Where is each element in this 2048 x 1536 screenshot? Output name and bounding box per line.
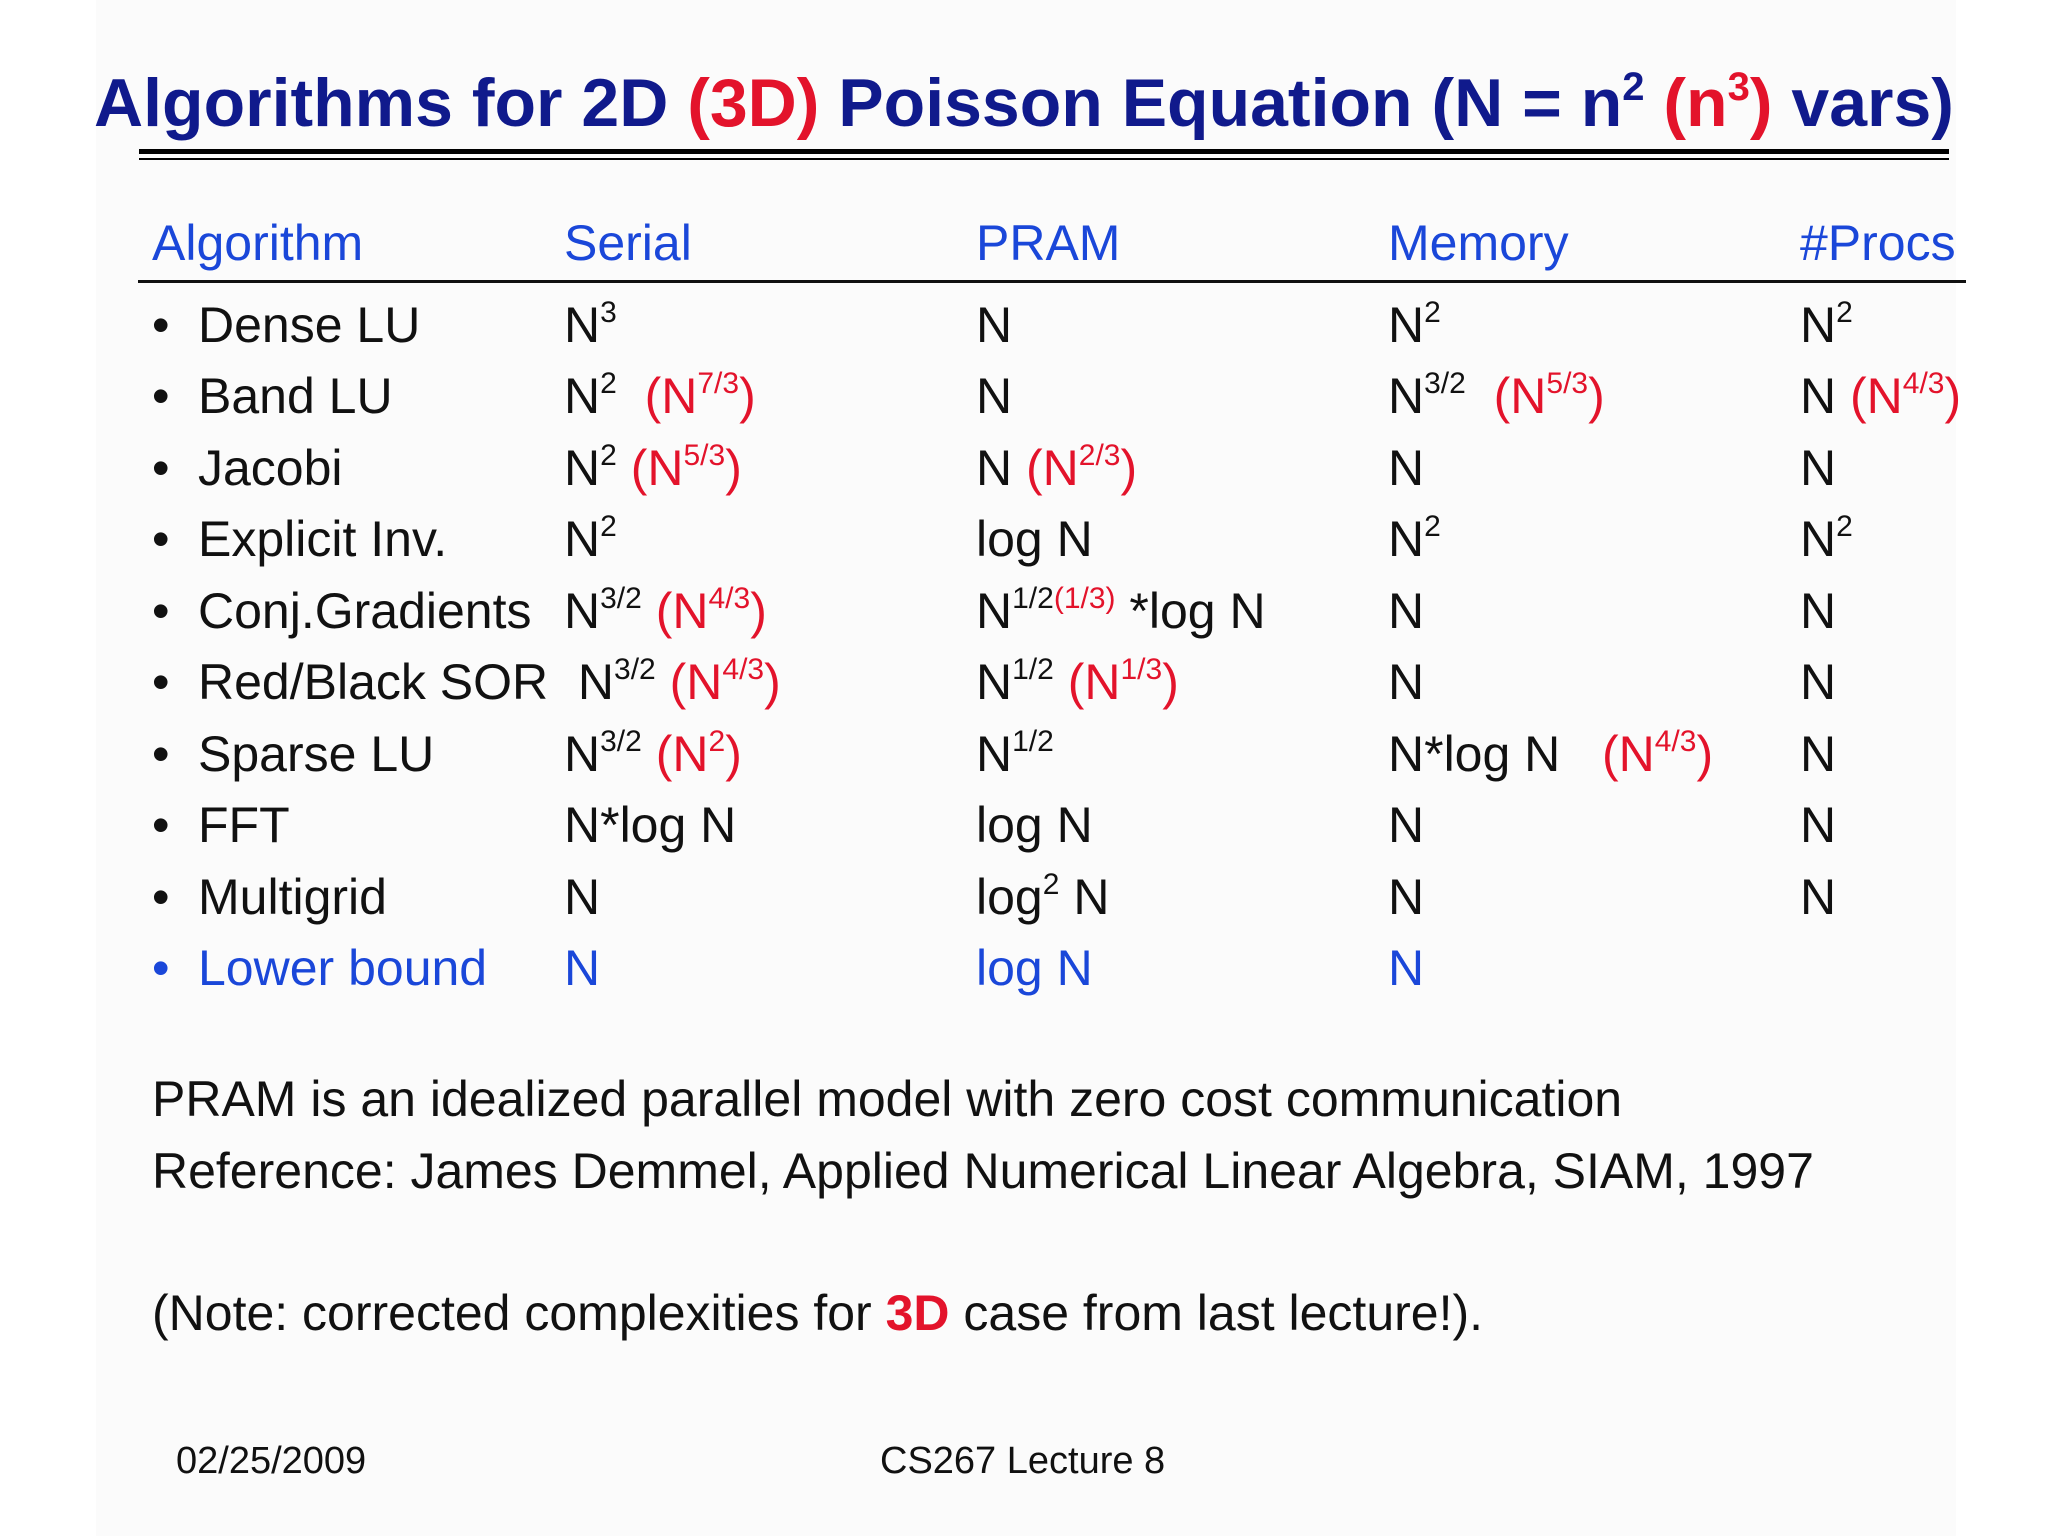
table-row bbox=[138, 361, 1966, 433]
algorithm-name: • Red/Black SOR bbox=[152, 654, 549, 711]
serial-cell: $N^{3/2}$ $(N^2)$ bbox=[564, 724, 742, 782]
serial-cell: $N^{3/2}$ $(N^{4/3})$ bbox=[577, 653, 781, 711]
pram-cell: log N bbox=[976, 940, 1093, 997]
procs-cell: N bbox=[1800, 582, 1837, 639]
memory-cell: $N^2$ bbox=[1388, 510, 1441, 568]
correction-note: (Note: corrected complexities for 3D case from last lecture!). bbox=[152, 1285, 1484, 1341]
procs-cell: N bbox=[1800, 654, 1837, 711]
memory-cell: N bbox=[1388, 439, 1425, 496]
header-algorithm: Algorithm bbox=[138, 212, 550, 282]
pram-cell: $N^{1/2}$ bbox=[976, 724, 1054, 782]
algorithm-name: • Explicit Inv. bbox=[152, 511, 448, 568]
lower-bound-row bbox=[138, 933, 1966, 1005]
table-header-row bbox=[138, 212, 1966, 282]
algorithm-name: • Multigrid bbox=[152, 868, 387, 925]
serial-cell: N*log N bbox=[564, 797, 737, 854]
procs-cell bbox=[1786, 933, 1966, 1005]
serial-cell: $N^2$ $(N^{5/3})$ bbox=[564, 438, 742, 496]
algorithm-name: • Band LU bbox=[152, 368, 393, 425]
header-pram: PRAM bbox=[962, 212, 1374, 282]
memory-cell: N bbox=[1388, 868, 1425, 925]
table-row bbox=[138, 861, 1966, 933]
table-row bbox=[138, 718, 1966, 790]
slide-title: Algorithms for 2D (3D) Poisson Equation ($N = n^2$ $(n^3)$ vars) bbox=[94, 65, 1954, 141]
pram-cell: $N^{1/2(1/3)}$ *log N bbox=[976, 581, 1266, 639]
pram-cell: log N bbox=[976, 511, 1093, 568]
serial-cell: N bbox=[564, 940, 601, 997]
complexity-table bbox=[138, 212, 1966, 1004]
serial-cell: N bbox=[564, 868, 601, 925]
table-row bbox=[138, 504, 1966, 576]
table-row bbox=[138, 647, 1966, 719]
algorithm-name: • Sparse LU bbox=[152, 725, 435, 782]
footer-course: CS267 Lecture 8 bbox=[880, 1440, 1166, 1482]
title-rule-thick bbox=[139, 149, 1949, 154]
title-rule-thin bbox=[139, 158, 1949, 160]
header-serial: Serial bbox=[550, 212, 962, 282]
header-procs: #Procs bbox=[1786, 212, 1966, 282]
pram-cell: N bbox=[976, 368, 1013, 425]
memory-cell: N bbox=[1388, 654, 1425, 711]
procs-cell: N bbox=[1800, 797, 1837, 854]
reference-note: Reference: James Demmel, Applied Numerical Linear Algebra, SIAM, 1997 bbox=[152, 1143, 1814, 1199]
procs-cell: N $(N^{4/3})$ bbox=[1800, 367, 1962, 425]
algorithm-name: • Dense LU bbox=[152, 296, 421, 353]
pram-definition-note: PRAM is an idealized parallel model with zero cost communication bbox=[152, 1071, 1623, 1127]
pram-cell: $\log^2 N$ bbox=[976, 867, 1110, 925]
memory-cell: N*log N $(N^{4/3})$ bbox=[1388, 724, 1714, 782]
pram-cell: log N bbox=[976, 797, 1093, 854]
memory-cell: N bbox=[1388, 582, 1425, 639]
memory-cell: N bbox=[1388, 940, 1425, 997]
pram-cell: $N^{1/2}$ $(N^{1/3})$ bbox=[976, 653, 1179, 711]
algorithm-name: • FFT bbox=[152, 797, 290, 854]
table-row bbox=[138, 432, 1966, 504]
header-memory: Memory bbox=[1374, 212, 1786, 282]
procs-cell: N bbox=[1800, 868, 1837, 925]
procs-cell: $N^2$ bbox=[1800, 295, 1853, 353]
footer-date: 02/25/2009 bbox=[176, 1440, 367, 1482]
table-row bbox=[138, 575, 1966, 647]
table-row bbox=[138, 790, 1966, 862]
table-row bbox=[138, 282, 1966, 361]
memory-cell: $N^2$ bbox=[1388, 295, 1441, 353]
memory-cell: $N^{3/2}$ $(N^{5/3})$ bbox=[1388, 367, 1605, 425]
procs-cell: N bbox=[1800, 439, 1837, 496]
algorithm-name: • Lower bound bbox=[152, 940, 488, 997]
algorithm-name: • Conj.Gradients bbox=[152, 582, 532, 639]
procs-cell: N bbox=[1800, 725, 1837, 782]
pram-cell: N bbox=[976, 296, 1013, 353]
memory-cell: N bbox=[1388, 797, 1425, 854]
pram-cell: N $(N^{2/3})$ bbox=[976, 438, 1138, 496]
serial-cell: $N^3$ bbox=[564, 295, 617, 353]
serial-cell: $N^{3/2}$ $(N^{4/3})$ bbox=[564, 581, 767, 639]
procs-cell: $N^2$ bbox=[1800, 510, 1853, 568]
algorithm-name: • Jacobi bbox=[152, 439, 343, 496]
serial-cell: $N^2$ bbox=[564, 510, 617, 568]
serial-cell: $N^2$ $(N^{7/3})$ bbox=[564, 367, 756, 425]
